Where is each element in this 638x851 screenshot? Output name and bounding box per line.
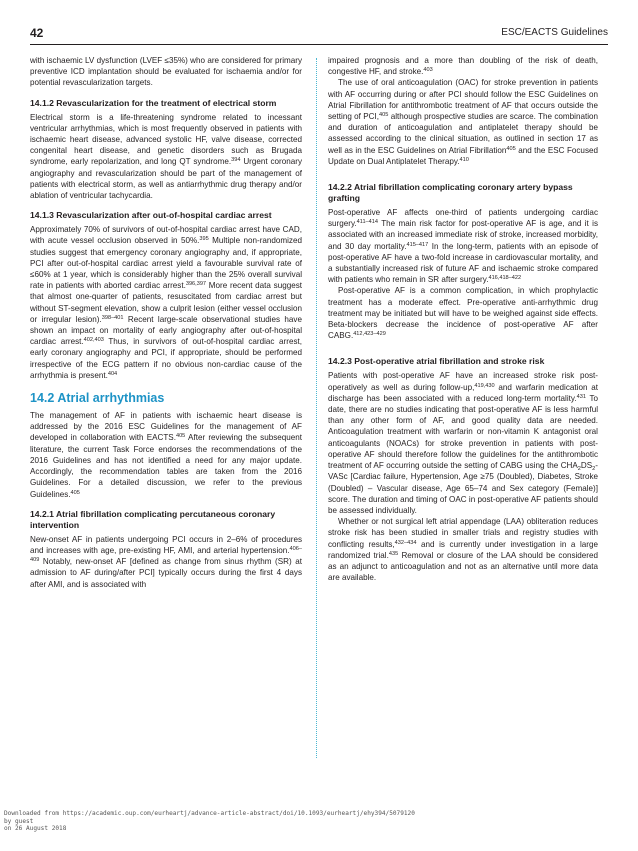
- citation: 435: [388, 550, 399, 557]
- download-url[interactable]: Downloaded from https://academic.oup.com/eurheartj/advance-article-abstract/doi/10.1093/eurheartj/ehy394/5079120: [4, 810, 415, 817]
- citation: 403: [423, 67, 433, 74]
- citation: 394: [231, 157, 241, 164]
- section-heading: 14.1.2 Revascularization for the treatment of electrical storm: [30, 97, 277, 108]
- citation: 415–417: [406, 241, 429, 248]
- right-column: [328, 55, 598, 583]
- paragraph: impaired prognosis and a more than doubling of the risk of death, congestive HF, and stroke.$^{403}$: [328, 56, 598, 77]
- citation: 404: [107, 370, 118, 377]
- citation: 395: [199, 236, 209, 243]
- subscript: 2: [592, 466, 596, 473]
- paragraph: Post-operative AF is a common complication, in which prophylactic treatment has a moderate effect. Pre-operative anti-arrhythmic drug treatment may be initiated but will have to be weighed against side effects. Beta-blockers decrease the incidence of post-operative AF after CABG.$^{412,423-429}$: [328, 286, 598, 341]
- citation: 405: [506, 145, 516, 152]
- paragraph: Approximately 70% of survivors of out-of-hospital cardiac arrest have CAD, with acute vessel occlusion observed in 50%.$^{395}$ Multiple non-randomized studies suggest that emergency coronary angiography and, if appropriate, PCI after out-of-hospital cardiac arrest yield a favourable survival rate of ≤60% at 1 year, which is considerably higher than the 25% overall survival rate in patients with aborted cardiac arrest.$^{396,397}$ More recent data suggest that almost one-quarter of patients, resuscitated from cardiac arrest but without ST-segment elevation, show a culprit lesion (either vessel occlusion or irregular lesion).$^{398-401}$ Recent large-scale observational studies have shown an impact on mortality of early angiography after out-of-hospital cardiac arrest.$^{402,403}$ Thus, in survivors of out-of-hospital cardiac arrest, early coronary angiography and PCI, if appropriate, should be performed irrespective of the ECG pattern if no obvious non-cardiac cause of the arrhythmia is present.$^{404}$: [30, 225, 302, 380]
- download-footer: [4, 810, 415, 833]
- citation: 405: [175, 433, 186, 440]
- section-heading: 14.2.2 Atrial fibrillation complicating coronary artery bypass grafting: [328, 182, 573, 204]
- header-rule: [30, 44, 608, 45]
- paragraph: Electrical storm is a life-threatening syndrome related to incessant ventricular arrhythmias, which is most frequently observed in patients with ischaemic heart disease, advanced systolic HF, valve disease, corrected congenital heart disease, and genetic disorders such as Brugada syndrome, early repolarization, and long QT syndrome.$^{394}$ Urgent coronary angiography and revascularization should be part of the management of patients with electrical storm, as well as antiarrhythmic drug therapy and/or ablation of ventricular tachycardia.: [30, 112, 302, 201]
- download-date: on 26 August 2018: [4, 825, 67, 833]
- column-divider: [316, 58, 317, 758]
- paragraph: Patients with post-operative AF have an increased stroke risk post-operatively as well as during follow-up,$^{419,430}$ and warfarin medication at discharge has been associated with a reduced long-term mortality.$^{431}$ To date, there are no studies indicating that post-operative AF is less harmful than any other form of AF, and good quality data are needed. Anticoagulation treatment with warfarin or non-vitamin K antagonist oral anticoagulants (NOACs) for stroke prevention in patients with post-operative AF should therefore follow the guidelines for the antithrombotic treatment of AF occurring outside the setting of CABG using the $CHA_2DS_2$-VASc [Cardiac failure, Hypertension, Age ≥75 (Doubled), Diabetes, Stroke (Doubled) – Vascular disease, Age 65–74 and Sex category (Female)] score. The duration and timing of OAC in post-operative AF patients should be assessed individually.: [328, 371, 599, 515]
- paragraph: with ischaemic LV dysfunction (LVEF ≤35%) who are considered for primary preventive ICD implantation should be evaluated for ischaemia and/or for potential revascularization targets.: [30, 56, 302, 88]
- citation: 432–434: [394, 539, 417, 546]
- citation: 405: [379, 112, 389, 119]
- section-heading: 14.2.1 Atrial fibrillation complicating percutaneous coronary intervention: [30, 508, 276, 530]
- citation: 402,403: [83, 337, 104, 344]
- citation: 405: [70, 489, 80, 496]
- citation: 406–409: [30, 545, 302, 564]
- citation: 396,397: [185, 281, 207, 288]
- subscript: 2: [577, 466, 581, 473]
- citation: 412,423–429: [353, 331, 386, 338]
- citation: 398–401: [101, 314, 124, 321]
- paragraph: Whether or not surgical left atrial appendage (LAA) obliteration reduces stroke risk has been studied in smaller trials and registry studies with conflicting results,$^{432-434}$ and is currently under investigation in a large randomized trial.$^{435}$ Removal or closure of the LAA should be considered as an adjunct to anticoagulation and not as an alternative until more data are available.: [328, 517, 599, 583]
- section-heading: 14.2.3 Post-operative atrial fibrillation and stroke risk: [328, 356, 545, 367]
- citation: 419,430: [474, 382, 495, 389]
- paragraph: New-onset AF in patients undergoing PCI occurs in 2–6% of procedures and increases with age, pre-existing HF, AMI, and arterial hypertension.$^{406-409}$ Notably, new-onset AF [defined as change from sinus rhythm (SR) at admission to AF during/after PCI] typically occurs during the first 4 days after AMI, and is associated with: [30, 534, 302, 589]
- section-title: 14.2 Atrial arrhythmias: [30, 391, 165, 406]
- paragraph: The use of oral anticoagulation (OAC) for stroke prevention in patients with AF occurring during or after PCI should follow the ESC Guidelines on Atrial Fibrillation for antithrombotic treatment of AF that occurs outside the setting of PCI,$^{405}$ although prospective studies are scarce. The combination and duration of anticoagulation and antiplatelet therapy should be assessed according to the clinical situation, as outlined in section 17 as well as in the ESC Guidelines on Atrial Fibrillation$^{405}$ and the ESC Focused Update on Dual Antiplatelet Therapy.$^{410}$: [328, 78, 599, 166]
- page-number: 42: [30, 26, 44, 40]
- citation: 416,418–422: [488, 275, 522, 282]
- paragraph: The management of AF in patients with ischaemic heart disease is addressed by the 2016 ESC Guidelines for the management of AF developed in collaboration with EACTS.$^{405}$ After reviewing the subsequent literature, the current Task Force endorses the recommendations of the 2016 Guidelines and has not identified a need for any major update. Accordingly, the recommendation tables are taken from the 2016 Guidelines. For a detailed discussion, we refer to the previous Guidelines.$^{405}$: [30, 411, 303, 499]
- download-by: by guest: [4, 817, 34, 825]
- citation: 411–414: [356, 219, 379, 226]
- running-header: ESC/EACTS Guidelines: [501, 27, 608, 38]
- section-heading: 14.1.3 Revascularization after out-of-hospital cardiac arrest: [30, 210, 272, 221]
- left-column: [30, 55, 302, 590]
- paragraph: Post-operative AF affects one-third of patients undergoing cardiac surgery.$^{411-414}$ The main risk factor for post-operative AF is age, and it is associated with an increased immediate risk of stroke, increased morbidity, and 30 day mortality.$^{415-417}$ In the long-term, patients with an episode of post-operative AF have a two-fold increase in cardiovascular mortality, and a substantially increased risk of future AF and ischaemic stroke compared with patients who remain in SR after surgery.$^{416,418-422}$: [328, 208, 598, 285]
- citation: 431: [576, 393, 586, 400]
- citation: 410: [459, 156, 469, 163]
